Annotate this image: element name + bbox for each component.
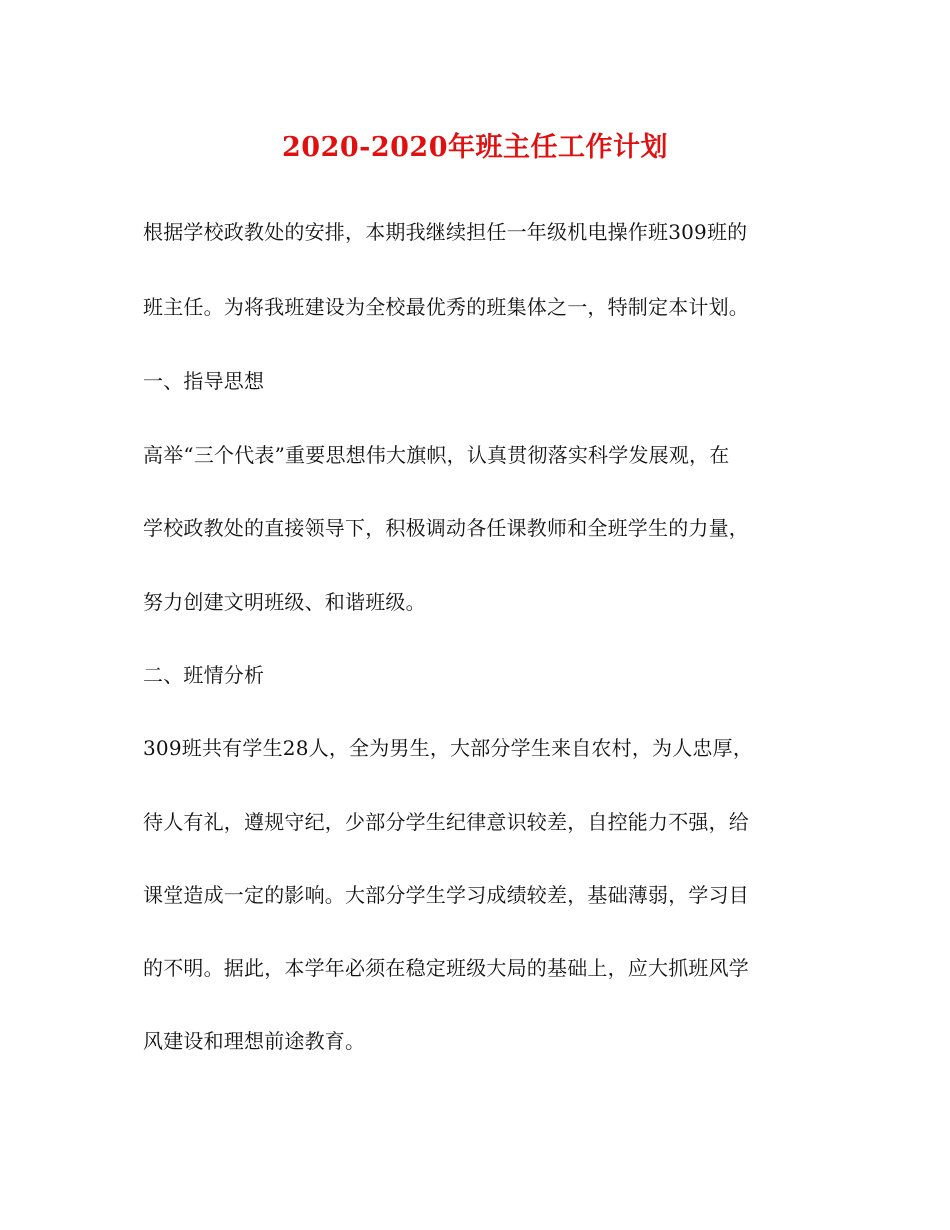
paragraph-line: 学校政教处的直接领导下，积极调动各任课教师和全班学生的力量， <box>143 516 749 540</box>
paragraph-line: 的不明。据此，本学年必须在稳定班级大局的基础上，应大抓班风学 <box>143 956 749 980</box>
paragraph-line: 风建设和理想前途教育。 <box>143 1029 366 1053</box>
paragraph-line: 根据学校政教处的安排，本期我继续担任一年级机电操作班309班的 <box>143 220 748 244</box>
paragraph-line: 努力创建文明班级、和谐班级。 <box>143 590 426 614</box>
paragraph-line: 309班共有学生28人，全为男生，大部分学生来自农村，为人忠厚， <box>143 736 754 760</box>
section-heading-class-analysis: 二、班情分析 <box>143 663 265 687</box>
section-heading-guiding-thought: 一、指导思想 <box>143 369 265 393</box>
paragraph-line: 高举“三个代表”重要思想伟大旗帜，认真贯彻落实科学发展观，在 <box>143 443 730 467</box>
paragraph-line: 待人有礼，遵规守纪，少部分学生纪律意识较差，自控能力不强，给 <box>143 810 749 834</box>
document-title: 2020-2020年班主任工作计划 <box>282 132 668 163</box>
paragraph-line: 班主任。为将我班建设为全校最优秀的班集体之一，特制定本计划。 <box>143 295 749 319</box>
paragraph-line: 课堂造成一定的影响。大部分学生学习成绩较差，基础薄弱，学习目 <box>143 883 749 907</box>
